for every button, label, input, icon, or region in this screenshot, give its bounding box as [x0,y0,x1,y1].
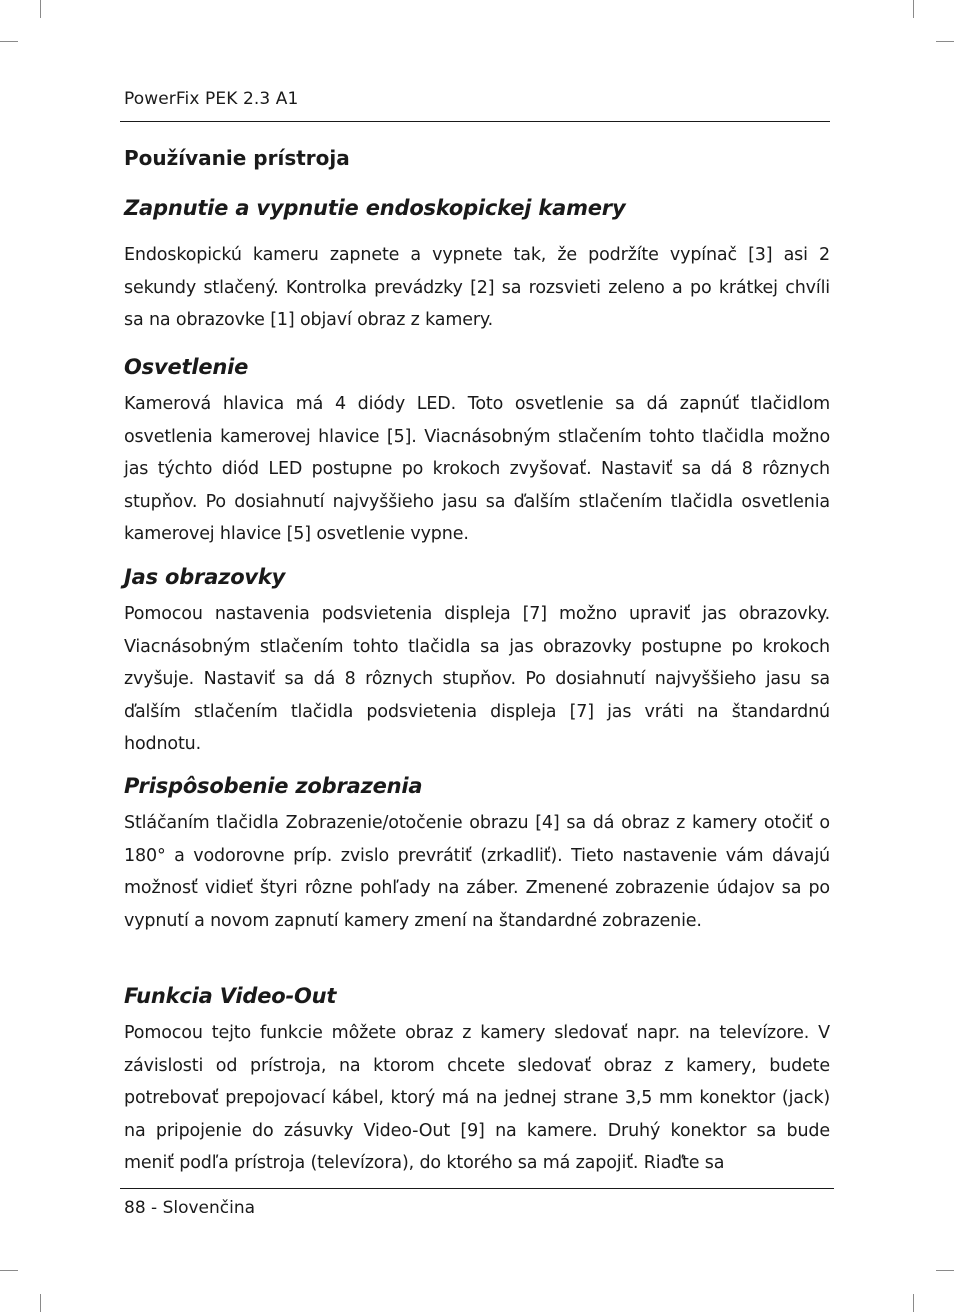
section-text-lighting: Kamerová hlavica má 4 diódy LED. Toto osvetlenie sa dá zapnúť tlačidlom osvetlenia kamerovej hlavice [5]. Viacnásobným stlačením tohto tlačidla možno jas týchto diód LED postupne po krokoch zvyšovať. Nastaviť sa dá 8 rôznych stupňov. Po dosiahnutí najvyššieho jasu sa ďalším stlačením tlačidla osvetlenia kamerovej hlavice [5] osvetlenie vypne. [124,394,830,544]
crop-mark [936,41,954,42]
footer-rule [120,1188,834,1189]
crop-mark [40,0,41,18]
section-heading-lighting: Osvetlenie [124,355,249,379]
section-text-video-out: Pomocou tejto funkcie môžete obraz z kamery sledovať napr. na televízore. V závislosti od prístroja, na ktorom chcete sledovať obraz z kamery, budete potrebovať prepojovací kábel, ktorý má na jednej strane 3,5 mm konektor (jack) na pripojenie do zásuvky Video-Out [9] na kamere. Druhý konektor sa bude meniť podľa prístroja (televízora), do ktorého sa má zapojiť. Riaďte sa [124,1023,830,1173]
section-heading-power: Zapnutie a vypnutie endoskopickej kamery [124,196,626,220]
chapter-title: Používanie prístroja [124,146,350,170]
crop-mark [913,1294,914,1312]
section-heading-video-out: Funkcia Video-Out [124,984,337,1008]
section-heading-brightness: Jas obrazovky [124,565,286,589]
crop-mark [0,41,18,42]
section-heading-display: Prispôsobenie zobrazenia [124,774,423,798]
running-header: PowerFix PEK 2.3 A1 [124,89,299,109]
page-footer: 88 - Slovenčina [124,1198,256,1218]
header-rule [120,121,830,122]
crop-mark [0,1270,18,1271]
section-text-display: Stláčaním tlačidla Zobrazenie/otočenie obrazu [4] sa dá obraz z kamery otočiť o 180° a vodorovne príp. zvislo prevrátiť (zrkadliť). Tieto nastavenie vám dávajú možnosť vidieť štyri rôzne pohľady na záber. Zmenené zobrazenie údajov sa po vypnutí a novom zapnutí kamery zmení na štandardné zobrazenie. [124,813,830,931]
crop-mark [936,1270,954,1271]
section-text-brightness: Pomocou nastavenia podsvietenia displeja [7] možno upraviť jas obrazovky. Viacnásobným stlačením tohto tlačidla sa jas obrazovky postupne po krokoch zvyšuje. Nastaviť sa dá 8 rôznych stupňov. Po dosiahnutí najvyššieho jasu sa ďalším stlačením tlačidla podsvietenia displeja [7] jas vráti na štandardnú hodnotu. [124,604,830,754]
crop-mark [40,1294,41,1312]
crop-mark [913,0,914,18]
section-text-power: Endoskopickú kameru zapnete a vypnete tak, že podržíte vypínač [3] asi 2 sekundy stlačený. Kontrolka prevádzky [2] sa rozsvieti zeleno a po krátkej chvíli sa na obrazovke [1] objaví obraz z kamery. [124,245,830,330]
